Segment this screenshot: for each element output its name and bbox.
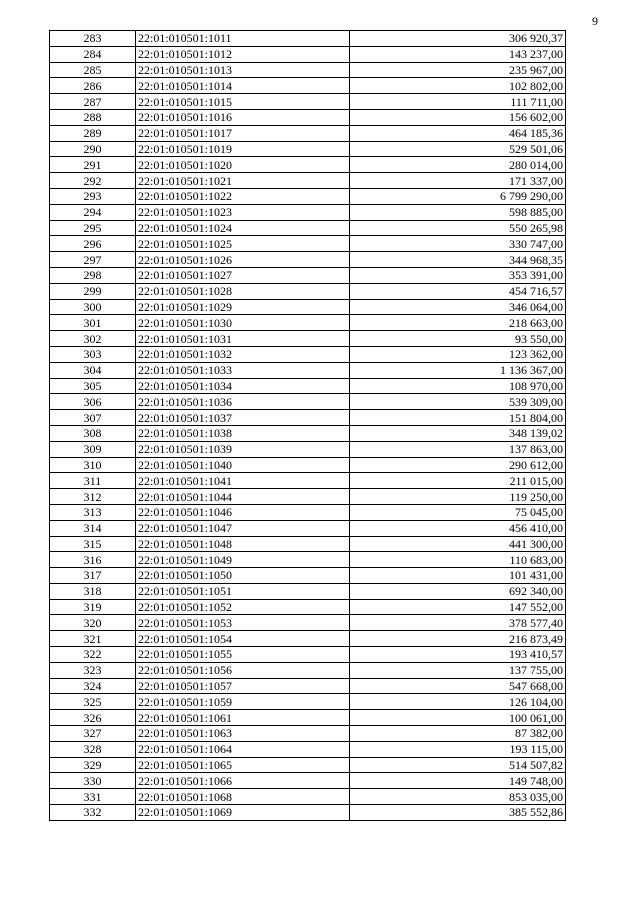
cadastral-number-cell: 22:01:010501:1016 [136, 109, 350, 125]
cadastral-value-cell: 441 300,00 [350, 536, 566, 552]
cadastral-value-cell: 126 104,00 [350, 694, 566, 710]
row-number-cell: 296 [50, 236, 136, 252]
table-row [50, 236, 566, 252]
cadastral-number-cell: 22:01:010501:1053 [136, 615, 350, 631]
cadastral-number-cell: 22:01:010501:1027 [136, 267, 350, 283]
cadastral-number-cell: 22:01:010501:1055 [136, 647, 350, 663]
table-row [50, 726, 566, 742]
cadastral-value-cell: 1 136 367,00 [350, 362, 566, 378]
cadastral-number-cell: 22:01:010501:1069 [136, 805, 350, 821]
cadastral-number-cell: 22:01:010501:1049 [136, 552, 350, 568]
row-number-cell: 293 [50, 188, 136, 204]
cadastral-number-cell: 22:01:010501:1013 [136, 62, 350, 78]
table-row [50, 157, 566, 173]
row-number-cell: 290 [50, 141, 136, 157]
cadastral-value-cell: 137 863,00 [350, 441, 566, 457]
cadastral-number-cell: 22:01:010501:1041 [136, 473, 350, 489]
row-number-cell: 304 [50, 362, 136, 378]
row-number-cell: 327 [50, 726, 136, 742]
cadastral-value-cell: 378 577,40 [350, 615, 566, 631]
cadastral-value-cell: 123 362,00 [350, 346, 566, 362]
table-row [50, 315, 566, 331]
row-number-cell: 285 [50, 62, 136, 78]
row-number-cell: 313 [50, 504, 136, 520]
table-row [50, 583, 566, 599]
cadastral-number-cell: 22:01:010501:1033 [136, 362, 350, 378]
row-number-cell: 307 [50, 410, 136, 426]
cadastral-value-cell: 137 755,00 [350, 662, 566, 678]
cadastral-value-cell: 87 382,00 [350, 726, 566, 742]
table-row [50, 220, 566, 236]
cadastral-number-cell: 22:01:010501:1011 [136, 31, 350, 47]
row-number-cell: 320 [50, 615, 136, 631]
row-number-cell: 316 [50, 552, 136, 568]
row-number-cell: 312 [50, 489, 136, 505]
table-row [50, 62, 566, 78]
row-number-cell: 311 [50, 473, 136, 489]
cadastral-number-cell: 22:01:010501:1068 [136, 789, 350, 805]
cadastral-number-cell: 22:01:010501:1046 [136, 504, 350, 520]
table-row [50, 346, 566, 362]
table-row [50, 94, 566, 110]
cadastral-value-cell: 547 668,00 [350, 678, 566, 694]
cadastral-value-cell: 598 885,00 [350, 204, 566, 220]
cadastral-number-cell: 22:01:010501:1036 [136, 394, 350, 410]
row-number-cell: 303 [50, 346, 136, 362]
cadastral-number-cell: 22:01:010501:1025 [136, 236, 350, 252]
cadastral-value-cell: 539 309,00 [350, 394, 566, 410]
cadastral-value-cell: 464 185,36 [350, 125, 566, 141]
row-number-cell: 331 [50, 789, 136, 805]
cadastral-number-cell: 22:01:010501:1047 [136, 520, 350, 536]
cadastral-value-cell: 193 115,00 [350, 741, 566, 757]
cadastral-number-cell: 22:01:010501:1021 [136, 173, 350, 189]
cadastral-value-cell: 102 802,00 [350, 78, 566, 94]
row-number-cell: 330 [50, 773, 136, 789]
cadastral-number-cell: 22:01:010501:1066 [136, 773, 350, 789]
cadastral-value-cell: 235 967,00 [350, 62, 566, 78]
cadastral-number-cell: 22:01:010501:1056 [136, 662, 350, 678]
cadastral-number-cell: 22:01:010501:1031 [136, 331, 350, 347]
table-row [50, 504, 566, 520]
row-number-cell: 302 [50, 331, 136, 347]
cadastral-value-cell: 348 139,02 [350, 425, 566, 441]
table-body [50, 31, 566, 821]
table-row [50, 489, 566, 505]
cadastral-value-cell: 853 035,00 [350, 789, 566, 805]
table-row [50, 31, 566, 47]
table-row [50, 520, 566, 536]
table-row [50, 647, 566, 663]
row-number-cell: 305 [50, 378, 136, 394]
cadastral-value-cell: 330 747,00 [350, 236, 566, 252]
table-row [50, 78, 566, 94]
cadastral-number-cell: 22:01:010501:1030 [136, 315, 350, 331]
cadastral-number-cell: 22:01:010501:1026 [136, 252, 350, 268]
row-number-cell: 292 [50, 173, 136, 189]
row-number-cell: 301 [50, 315, 136, 331]
table-row [50, 299, 566, 315]
row-number-cell: 328 [50, 741, 136, 757]
cadastral-number-cell: 22:01:010501:1012 [136, 46, 350, 62]
row-number-cell: 314 [50, 520, 136, 536]
row-number-cell: 317 [50, 568, 136, 584]
row-number-cell: 325 [50, 694, 136, 710]
row-number-cell: 324 [50, 678, 136, 694]
cadastral-number-cell: 22:01:010501:1038 [136, 425, 350, 441]
table-row [50, 378, 566, 394]
table-row [50, 568, 566, 584]
row-number-cell: 306 [50, 394, 136, 410]
cadastral-value-cell: 216 873,49 [350, 631, 566, 647]
row-number-cell: 321 [50, 631, 136, 647]
row-number-cell: 297 [50, 252, 136, 268]
table-row [50, 141, 566, 157]
row-number-cell: 323 [50, 662, 136, 678]
cadastral-value-cell: 290 612,00 [350, 457, 566, 473]
row-number-cell: 283 [50, 31, 136, 47]
table-row [50, 710, 566, 726]
table-row [50, 694, 566, 710]
table-row [50, 441, 566, 457]
cadastral-value-cell: 143 237,00 [350, 46, 566, 62]
cadastral-value-cell: 211 015,00 [350, 473, 566, 489]
row-number-cell: 286 [50, 78, 136, 94]
table-row [50, 536, 566, 552]
row-number-cell: 287 [50, 94, 136, 110]
cadastral-number-cell: 22:01:010501:1065 [136, 757, 350, 773]
page-number: 9 [592, 14, 598, 28]
cadastral-value-cell: 149 748,00 [350, 773, 566, 789]
cadastral-value-cell: 454 716,57 [350, 283, 566, 299]
row-number-cell: 291 [50, 157, 136, 173]
cadastral-number-cell: 22:01:010501:1015 [136, 94, 350, 110]
table-row [50, 283, 566, 299]
cadastral-value-cell: 147 552,00 [350, 599, 566, 615]
row-number-cell: 329 [50, 757, 136, 773]
table-row [50, 615, 566, 631]
cadastral-number-cell: 22:01:010501:1061 [136, 710, 350, 726]
cadastral-number-cell: 22:01:010501:1050 [136, 568, 350, 584]
cadastral-value-cell: 550 265,98 [350, 220, 566, 236]
cadastral-value-cell: 6 799 290,00 [350, 188, 566, 204]
cadastral-value-cell: 171 337,00 [350, 173, 566, 189]
cadastral-number-cell: 22:01:010501:1023 [136, 204, 350, 220]
cadastral-number-cell: 22:01:010501:1051 [136, 583, 350, 599]
cadastral-value-cell: 108 970,00 [350, 378, 566, 394]
table-row [50, 552, 566, 568]
cadastral-number-cell: 22:01:010501:1054 [136, 631, 350, 647]
cadastral-value-cell: 692 340,00 [350, 583, 566, 599]
cadastral-number-cell: 22:01:010501:1059 [136, 694, 350, 710]
table-row [50, 678, 566, 694]
cadastral-value-cell: 306 920,37 [350, 31, 566, 47]
row-number-cell: 309 [50, 441, 136, 457]
cadastral-number-cell: 22:01:010501:1022 [136, 188, 350, 204]
table-row [50, 109, 566, 125]
cadastral-number-cell: 22:01:010501:1028 [136, 283, 350, 299]
cadastral-value-cell: 100 061,00 [350, 710, 566, 726]
row-number-cell: 319 [50, 599, 136, 615]
cadastral-value-cell: 111 711,00 [350, 94, 566, 110]
row-number-cell: 308 [50, 425, 136, 441]
row-number-cell: 298 [50, 267, 136, 283]
table-row [50, 789, 566, 805]
cadastral-value-cell: 101 431,00 [350, 568, 566, 584]
row-number-cell: 326 [50, 710, 136, 726]
row-number-cell: 315 [50, 536, 136, 552]
cadastral-value-cell: 385 552,86 [350, 805, 566, 821]
table-row [50, 394, 566, 410]
table-row [50, 188, 566, 204]
cadastral-number-cell: 22:01:010501:1034 [136, 378, 350, 394]
row-number-cell: 300 [50, 299, 136, 315]
cadastral-value-cell: 110 683,00 [350, 552, 566, 568]
cadastral-number-cell: 22:01:010501:1057 [136, 678, 350, 694]
table-row [50, 331, 566, 347]
cadastral-value-cell: 75 045,00 [350, 504, 566, 520]
table-row [50, 741, 566, 757]
table-row [50, 662, 566, 678]
table-row [50, 267, 566, 283]
cadastral-number-cell: 22:01:010501:1064 [136, 741, 350, 757]
cadastral-number-cell: 22:01:010501:1052 [136, 599, 350, 615]
cadastral-number-cell: 22:01:010501:1039 [136, 441, 350, 457]
cadastre-table [49, 30, 566, 821]
table-row [50, 173, 566, 189]
table-row [50, 362, 566, 378]
cadastral-value-cell: 353 391,00 [350, 267, 566, 283]
table-row [50, 46, 566, 62]
cadastral-value-cell: 93 550,00 [350, 331, 566, 347]
cadastral-number-cell: 22:01:010501:1020 [136, 157, 350, 173]
cadastral-number-cell: 22:01:010501:1019 [136, 141, 350, 157]
table-row [50, 599, 566, 615]
cadastral-number-cell: 22:01:010501:1032 [136, 346, 350, 362]
row-number-cell: 289 [50, 125, 136, 141]
table-row [50, 757, 566, 773]
cadastral-value-cell: 456 410,00 [350, 520, 566, 536]
table-row [50, 204, 566, 220]
cadastral-number-cell: 22:01:010501:1017 [136, 125, 350, 141]
table-row [50, 457, 566, 473]
cadastral-number-cell: 22:01:010501:1044 [136, 489, 350, 505]
table-row [50, 473, 566, 489]
cadastral-value-cell: 280 014,00 [350, 157, 566, 173]
cadastral-number-cell: 22:01:010501:1029 [136, 299, 350, 315]
table-row [50, 252, 566, 268]
cadastral-value-cell: 151 804,00 [350, 410, 566, 426]
table-row [50, 773, 566, 789]
cadastral-number-cell: 22:01:010501:1048 [136, 536, 350, 552]
cadastral-value-cell: 346 064,00 [350, 299, 566, 315]
row-number-cell: 318 [50, 583, 136, 599]
cadastral-number-cell: 22:01:010501:1024 [136, 220, 350, 236]
row-number-cell: 288 [50, 109, 136, 125]
table-row [50, 805, 566, 821]
row-number-cell: 332 [50, 805, 136, 821]
cadastral-value-cell: 514 507,82 [350, 757, 566, 773]
row-number-cell: 310 [50, 457, 136, 473]
cadastral-value-cell: 119 250,00 [350, 489, 566, 505]
cadastral-number-cell: 22:01:010501:1040 [136, 457, 350, 473]
cadastral-value-cell: 193 410,57 [350, 647, 566, 663]
row-number-cell: 299 [50, 283, 136, 299]
cadastral-number-cell: 22:01:010501:1063 [136, 726, 350, 742]
row-number-cell: 322 [50, 647, 136, 663]
cadastral-number-cell: 22:01:010501:1014 [136, 78, 350, 94]
cadastral-value-cell: 529 501,06 [350, 141, 566, 157]
table-row [50, 410, 566, 426]
row-number-cell: 294 [50, 204, 136, 220]
cadastral-number-cell: 22:01:010501:1037 [136, 410, 350, 426]
row-number-cell: 284 [50, 46, 136, 62]
table-row [50, 125, 566, 141]
cadastral-value-cell: 218 663,00 [350, 315, 566, 331]
cadastral-value-cell: 344 968,35 [350, 252, 566, 268]
table-row [50, 631, 566, 647]
table-row [50, 425, 566, 441]
row-number-cell: 295 [50, 220, 136, 236]
cadastral-value-cell: 156 602,00 [350, 109, 566, 125]
